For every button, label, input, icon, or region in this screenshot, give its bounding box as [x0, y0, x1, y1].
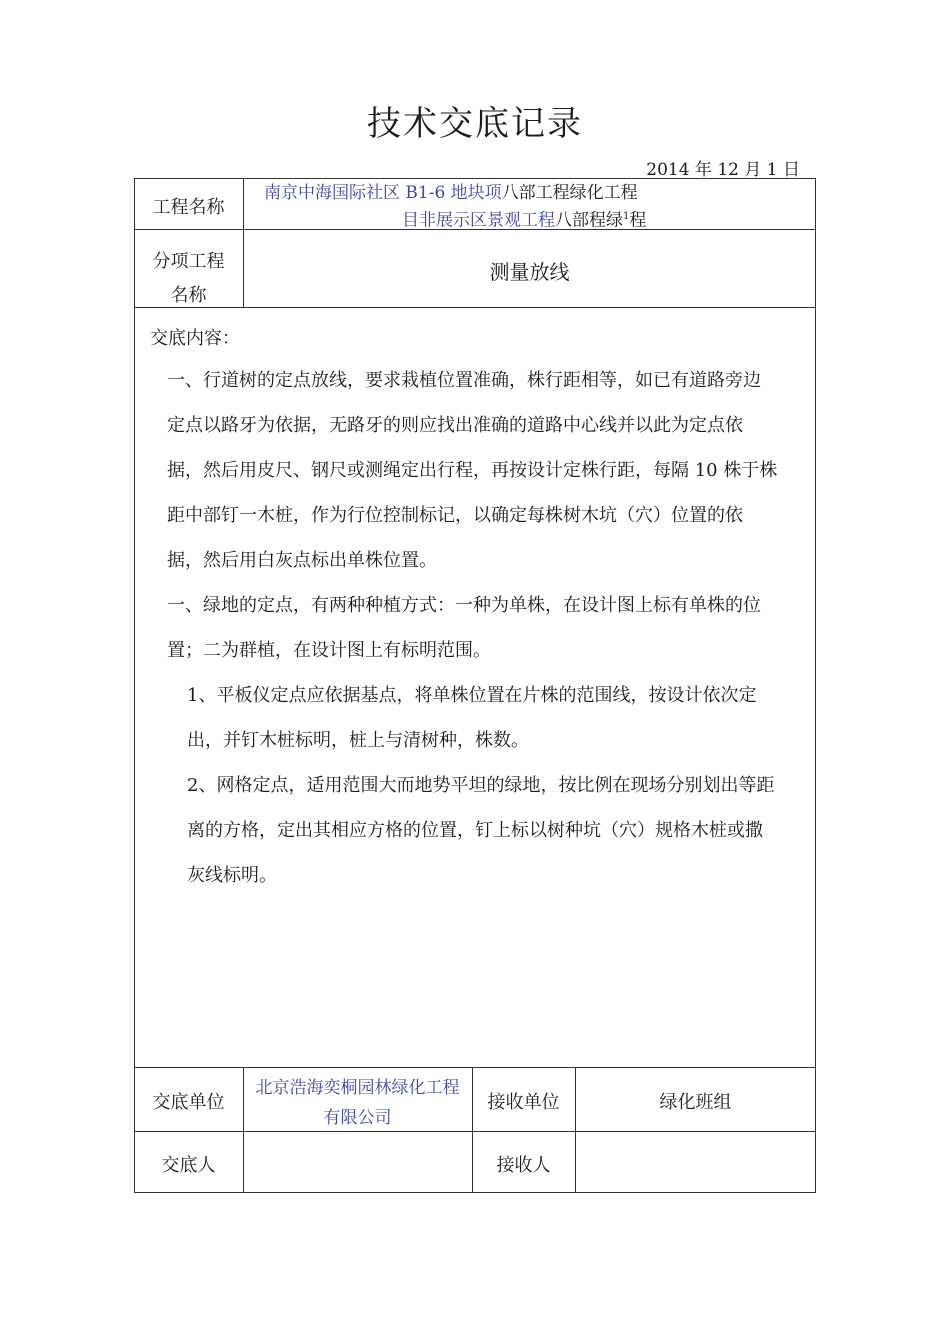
project-name-line1-black: 八部工程绿化工程: [501, 183, 638, 203]
content-line-11: 离的方格，定出其相应方格的位置，钉上标以树种坑（穴）规格木桩或撒: [187, 820, 763, 841]
receiver-value: [575, 1131, 816, 1193]
content-line-10: 2、网格定点，适用范围大而地势平坦的绿地，按比例在现场分别划出等距: [187, 775, 775, 796]
content-heading: 交底内容：: [150, 328, 240, 349]
project-name-line2-black: 八部程绿: [555, 210, 623, 231]
content-line-7: 置；二为群植，在设计图上有标明范围。: [167, 640, 491, 661]
row-divider-3: [134, 1067, 816, 1068]
content-line-9: 出，并钉木桩标明，桩上与清树种，株数。: [187, 730, 529, 751]
project-name-value: [250, 182, 810, 233]
subproject-value: 测量放线: [489, 260, 570, 284]
project-name-line2-sup: 1: [623, 211, 630, 222]
content-line-4: 距中部钉一木桩，作为行位控制标记，以确定每株树木坑（穴）位置的依: [167, 505, 743, 526]
project-name-label: 工程名称: [152, 197, 225, 218]
project-name-line1-blue: 南京中海国际社区 B1-6 地块项: [264, 183, 502, 203]
receive-unit-value: 绿化班组: [659, 1092, 732, 1113]
receive-unit-label: 接收单位: [487, 1092, 560, 1113]
subproject-label-line2: 名称: [170, 285, 207, 306]
content-line-5: 据，然后用白灰点标出单株位置。: [167, 550, 437, 571]
handover-unit-label: 交底单位: [152, 1092, 225, 1113]
subproject-label: [134, 245, 243, 313]
content-line-6: 一、绿地的定点，有两种种植方式：一种为单株，在设计图上标有单株的位: [167, 595, 761, 616]
col-divider-label: [243, 178, 244, 307]
content-line-2: 定点以路牙为依据，无路牙的则应找出准确的道路中心线并以此为定点依: [167, 415, 743, 436]
handover-person-value: [243, 1131, 472, 1193]
handover-unit-line2: 有限公司: [323, 1108, 392, 1128]
subproject-label-line1: 分项工程: [152, 251, 225, 272]
content-line-12: 灰线标明。: [187, 865, 277, 886]
content-line-3: 据，然后用皮尺、钢尺或测绳定出行程，再按设计定株行距，每隔 10 株于株: [167, 460, 778, 481]
handover-person-label: 交底人: [161, 1155, 216, 1176]
content-line-1: 一、行道树的定点放线，要求栽植位置准确，株行距相等，如已有道路旁边: [167, 370, 761, 391]
receiver-label: 接收人: [496, 1155, 551, 1176]
record-date: 2014 年 12 月 1 日: [646, 160, 800, 180]
handover-unit-line1: 北京浩海奕桐园林绿化工程: [255, 1078, 460, 1098]
project-name-line2-end: 程: [629, 210, 647, 231]
page-title: 技术交底记录: [367, 104, 583, 144]
project-name-line2-blue: 目非展示区景观工程: [402, 210, 555, 231]
handover-unit-value: [243, 1073, 472, 1133]
content-line-8: 1、平板仪定点应依据基点，将单株位置在片株的范围线，按设计依次定: [187, 685, 757, 706]
